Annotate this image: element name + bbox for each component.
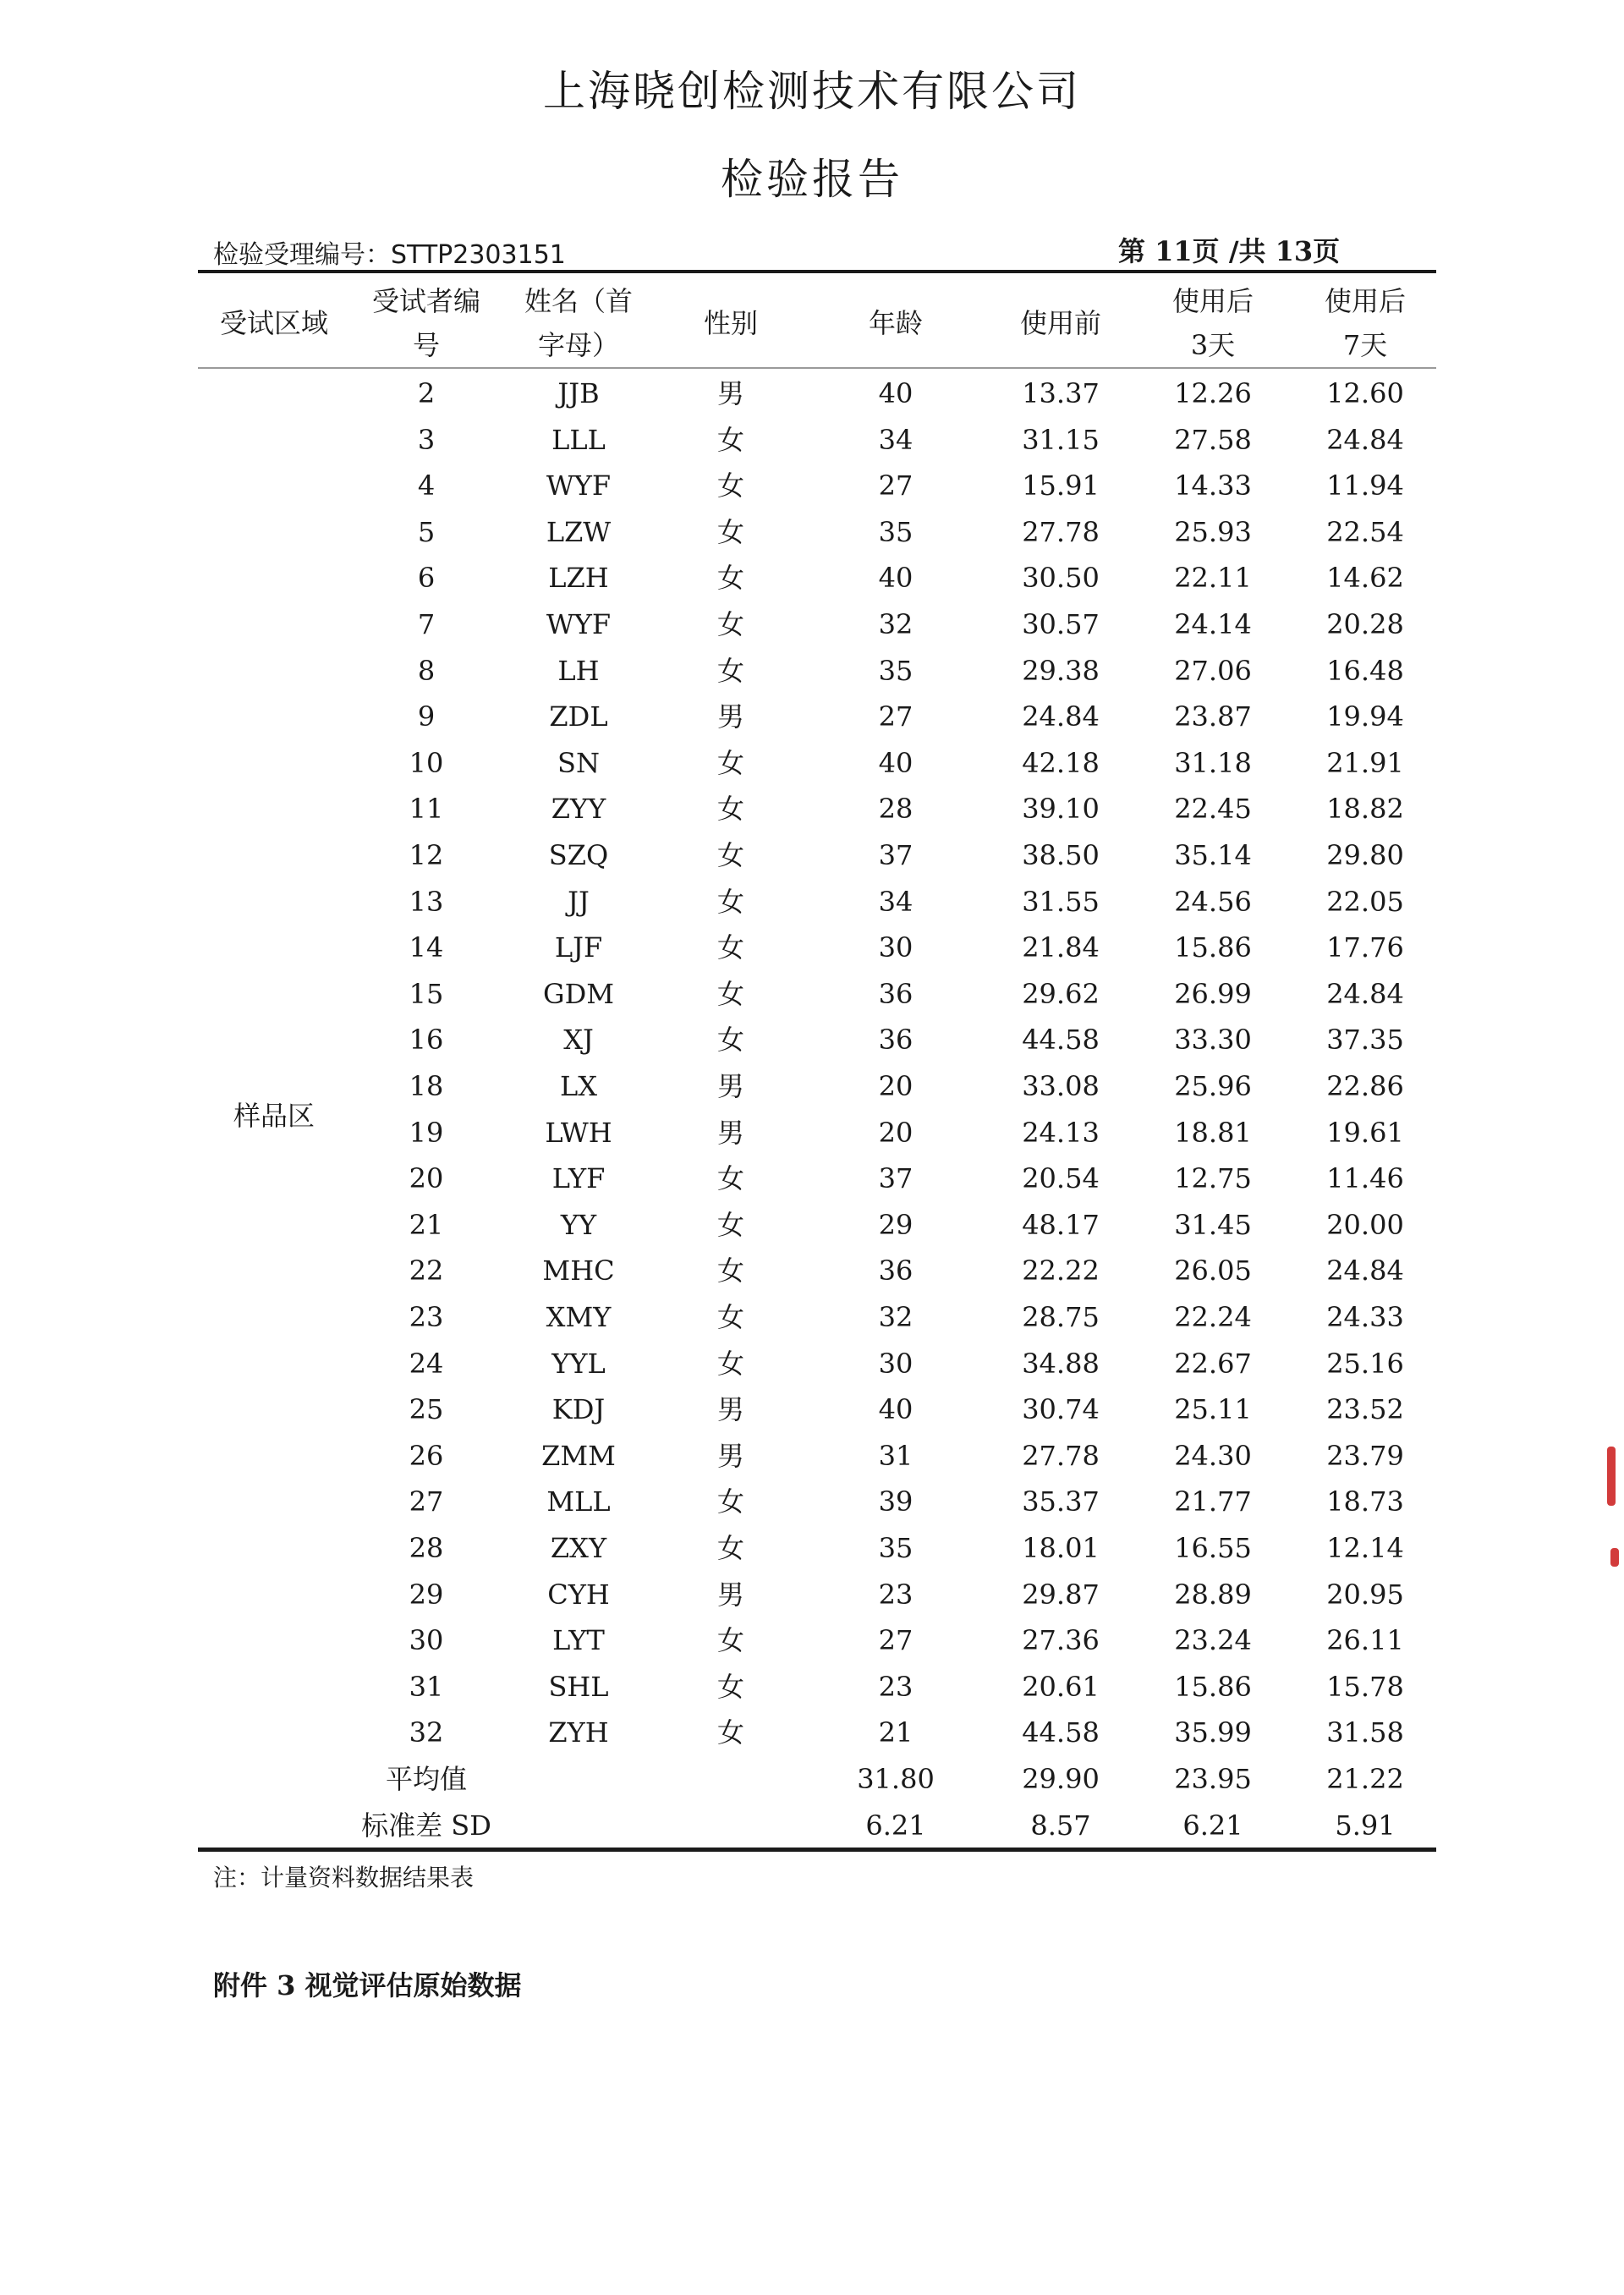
- table-cell-name: XMY: [546, 1301, 612, 1333]
- table-cell-before: 13.37: [1022, 377, 1100, 409]
- table-cell-sex: 女: [716, 1485, 744, 1518]
- table-cell-age: 27: [878, 700, 914, 733]
- summary-value: 6.21: [1182, 1809, 1243, 1842]
- table-cell-id: 31: [409, 1670, 444, 1703]
- table-cell-age: 23: [878, 1670, 914, 1703]
- table-cell-day7: 18.73: [1326, 1485, 1404, 1518]
- summary-value: 31.80: [857, 1763, 935, 1795]
- table-cell-day3: 35.14: [1174, 839, 1252, 871]
- table-cell-id: 10: [409, 746, 444, 779]
- table-cell-sex: 女: [716, 885, 744, 918]
- table-cell-name: KDJ: [551, 1393, 606, 1426]
- table-cell-id: 12: [409, 839, 444, 871]
- table-cell-name: LWH: [545, 1116, 612, 1149]
- table-cell-day3: 27.06: [1174, 654, 1252, 687]
- table-top-rule: [198, 270, 1436, 273]
- table-cell-day7: 11.46: [1326, 1162, 1404, 1195]
- table-cell-sex: 女: [716, 608, 744, 640]
- table-cell-sex: 女: [716, 977, 744, 1010]
- table-cell-day7: 18.82: [1326, 793, 1404, 826]
- table-cell-before: 44.58: [1022, 1024, 1100, 1057]
- table-cell-age: 32: [878, 608, 914, 640]
- table-cell-day3: 31.18: [1174, 746, 1252, 779]
- table-cell-id: 4: [417, 469, 436, 502]
- table-cell-before: 29.38: [1022, 654, 1100, 687]
- table-cell-day3: 12.26: [1174, 377, 1252, 409]
- table-cell-before: 30.57: [1022, 608, 1100, 640]
- table-cell-before: 38.50: [1022, 839, 1100, 871]
- table-cell-age: 30: [878, 931, 914, 964]
- table-cell-day3: 28.89: [1174, 1578, 1252, 1611]
- column-header-before: [985, 301, 1137, 345]
- table-cell-id: 22: [409, 1255, 444, 1288]
- table-cell-before: 27.78: [1022, 1439, 1100, 1472]
- table-cell-day3: 25.96: [1174, 1070, 1252, 1102]
- table-cell-day3: 24.56: [1174, 885, 1252, 918]
- table-cell-id: 14: [409, 931, 444, 964]
- table-cell-id: 30: [409, 1624, 444, 1657]
- table-cell-before: 27.36: [1022, 1624, 1100, 1657]
- table-cell-name: LZH: [548, 562, 609, 595]
- table-cell-day3: 18.81: [1174, 1116, 1252, 1149]
- column-header-line: 姓名（首: [524, 285, 633, 317]
- table-cell-day7: 21.91: [1326, 746, 1404, 779]
- table-cell-age: 40: [878, 562, 914, 595]
- page-indicator: 第 11页 /共 13页: [1118, 235, 1341, 267]
- table-cell-age: 20: [878, 1116, 914, 1149]
- table-cell-name: JJB: [557, 377, 600, 409]
- table-cell-day7: 19.94: [1326, 700, 1404, 733]
- table-cell-name: ZMM: [541, 1439, 616, 1472]
- table-cell-day3: 12.75: [1174, 1162, 1252, 1195]
- table-cell-sex: 男: [716, 1439, 744, 1472]
- table-cell-before: 48.17: [1022, 1208, 1100, 1241]
- table-cell-age: 40: [878, 746, 914, 779]
- table-cell-sex: 女: [716, 515, 744, 548]
- table-cell-name: ZXY: [550, 1532, 607, 1564]
- summary-value: 21.22: [1326, 1763, 1404, 1795]
- table-cell-name: LYT: [552, 1624, 605, 1657]
- table-cell-name: ZYH: [548, 1716, 609, 1749]
- table-cell-age: 34: [878, 885, 914, 918]
- column-header-line: 使用后: [1324, 285, 1406, 317]
- column-header-day7: [1289, 279, 1441, 367]
- table-cell-day3: 22.67: [1174, 1347, 1252, 1380]
- table-bottom-rule: [198, 1848, 1436, 1852]
- table-cell-sex: 女: [716, 1624, 744, 1657]
- table-cell-before: 31.15: [1022, 423, 1100, 456]
- table-cell-day7: 22.54: [1326, 515, 1404, 548]
- table-cell-day3: 22.45: [1174, 793, 1252, 826]
- table-cell-sex: 女: [716, 1024, 744, 1057]
- table-cell-day3: 25.11: [1174, 1393, 1252, 1426]
- column-header-line: 7天: [1342, 329, 1388, 361]
- table-cell-age: 21: [878, 1716, 914, 1749]
- table-cell-sex: 男: [716, 1393, 744, 1426]
- table-cell-age: 23: [878, 1578, 914, 1611]
- table-cell-sex: 女: [716, 746, 744, 779]
- table-cell-id: 3: [417, 423, 436, 456]
- table-cell-age: 34: [878, 423, 914, 456]
- column-header-line: 受试者编: [371, 285, 480, 317]
- table-cell-id: 27: [409, 1485, 444, 1518]
- table-cell-sex: 女: [716, 1301, 744, 1333]
- table-cell-name: YY: [560, 1208, 597, 1241]
- table-cell-before: 34.88: [1022, 1347, 1100, 1380]
- table-cell-day3: 21.77: [1174, 1485, 1252, 1518]
- table-cell-age: 40: [878, 1393, 914, 1426]
- column-header-line: 字母）: [537, 329, 619, 361]
- column-header-name: [502, 279, 655, 367]
- table-cell-id: 8: [417, 654, 436, 687]
- column-header-sex: [655, 301, 807, 345]
- summary-value: 29.90: [1022, 1763, 1100, 1795]
- table-cell-name: YYL: [551, 1347, 606, 1380]
- table-cell-age: 20: [878, 1070, 914, 1102]
- table-cell-day3: 35.99: [1174, 1716, 1252, 1749]
- table-cell-day7: 19.61: [1326, 1116, 1404, 1149]
- column-header-line: 受试区域: [219, 307, 328, 339]
- table-cell-day7: 22.86: [1326, 1070, 1404, 1102]
- table-cell-sex: 女: [716, 1208, 744, 1241]
- table-cell-day3: 23.87: [1174, 700, 1252, 733]
- summary-value: 5.91: [1335, 1809, 1396, 1842]
- table-cell-day7: 26.11: [1326, 1624, 1404, 1657]
- table-cell-day7: 24.33: [1326, 1301, 1404, 1333]
- table-cell-sex: 女: [716, 423, 744, 456]
- table-cell-name: WYF: [546, 608, 612, 640]
- table-cell-id: 24: [409, 1347, 444, 1380]
- table-cell-age: 27: [878, 469, 914, 502]
- appendix-title: 附件 3 视觉评估原始数据: [213, 1969, 522, 2001]
- table-cell-name: LZW: [546, 515, 612, 548]
- table-cell-day3: 14.33: [1174, 469, 1252, 502]
- column-header-age: [807, 301, 985, 345]
- table-cell-sex: 女: [716, 469, 744, 502]
- table-cell-before: 29.62: [1022, 977, 1100, 1010]
- table-cell-day3: 16.55: [1174, 1532, 1252, 1564]
- table-cell-day3: 15.86: [1174, 931, 1252, 964]
- table-cell-day7: 37.35: [1326, 1024, 1404, 1057]
- table-cell-id: 13: [409, 885, 444, 918]
- table-cell-sex: 女: [716, 654, 744, 687]
- table-cell-id: 32: [409, 1716, 444, 1749]
- table-cell-name: GDM: [543, 977, 614, 1010]
- column-header-line: 性别: [703, 307, 758, 339]
- table-cell-before: 30.74: [1022, 1393, 1100, 1426]
- table-cell-id: 21: [409, 1208, 444, 1241]
- table-cell-age: 35: [878, 1532, 914, 1564]
- table-cell-day7: 24.84: [1326, 423, 1404, 456]
- table-cell-id: 23: [409, 1301, 444, 1333]
- table-cell-before: 24.13: [1022, 1116, 1100, 1149]
- table-cell-before: 33.08: [1022, 1070, 1100, 1102]
- table-cell-age: 39: [878, 1485, 914, 1518]
- table-cell-id: 11: [409, 793, 444, 826]
- table-cell-day3: 24.14: [1174, 608, 1252, 640]
- table-header-rule: [198, 367, 1436, 369]
- table-cell-age: 36: [878, 977, 914, 1010]
- table-cell-name: CYH: [547, 1578, 610, 1611]
- table-cell-age: 30: [878, 1347, 914, 1380]
- table-cell-id: 15: [409, 977, 444, 1010]
- table-cell-day3: 23.24: [1174, 1624, 1252, 1657]
- table-cell-day7: 17.76: [1326, 931, 1404, 964]
- table-cell-id: 5: [417, 515, 436, 548]
- table-cell-name: WYF: [546, 469, 612, 502]
- table-cell-sex: 女: [716, 1532, 744, 1564]
- table-cell-name: ZDL: [549, 700, 608, 733]
- table-cell-sex: 男: [716, 377, 744, 409]
- table-cell-day7: 16.48: [1326, 654, 1404, 687]
- report-title: 检验报告: [721, 155, 903, 204]
- table-cell-day7: 25.16: [1326, 1347, 1404, 1380]
- table-cell-name: JJ: [568, 885, 590, 918]
- table-cell-day7: 20.95: [1326, 1578, 1404, 1611]
- table-cell-sex: 女: [716, 793, 744, 826]
- table-cell-sex: 女: [716, 562, 744, 595]
- table-cell-before: 39.10: [1022, 793, 1100, 826]
- table-cell-name: LLL: [551, 423, 606, 456]
- table-cell-sex: 女: [716, 931, 744, 964]
- table-cell-before: 27.78: [1022, 515, 1100, 548]
- table-cell-before: 24.84: [1022, 700, 1100, 733]
- table-cell-name: MLL: [546, 1485, 611, 1518]
- company-name: 上海晓创检测技术有限公司: [543, 67, 1081, 116]
- table-cell-day3: 22.24: [1174, 1301, 1252, 1333]
- table-cell-name: LYF: [551, 1162, 606, 1195]
- table-cell-age: 37: [878, 1162, 914, 1195]
- table-cell-name: LH: [557, 654, 600, 687]
- table-cell-day7: 23.79: [1326, 1439, 1404, 1472]
- table-cell-sex: 女: [716, 1162, 744, 1195]
- table-cell-before: 31.55: [1022, 885, 1100, 918]
- column-header-line: 号: [412, 329, 440, 361]
- table-cell-id: 7: [417, 608, 436, 640]
- summary-value: 23.95: [1174, 1763, 1252, 1795]
- table-cell-name: LJF: [554, 931, 603, 964]
- table-cell-day7: 23.52: [1326, 1393, 1404, 1426]
- summary-value: 6.21: [865, 1809, 926, 1842]
- summary-label: 平均值: [385, 1763, 467, 1795]
- table-cell-day3: 26.99: [1174, 977, 1252, 1010]
- column-header-day3: [1137, 279, 1289, 367]
- table-cell-day3: 24.30: [1174, 1439, 1252, 1472]
- table-cell-age: 37: [878, 839, 914, 871]
- table-cell-age: 29: [878, 1208, 914, 1241]
- table-cell-name: XJ: [563, 1024, 594, 1057]
- table-cell-before: 18.01: [1022, 1532, 1100, 1564]
- table-cell-id: 6: [417, 562, 436, 595]
- table-cell-name: ZYY: [551, 793, 606, 826]
- table-cell-id: 19: [409, 1116, 444, 1149]
- table-cell-id: 25: [409, 1393, 444, 1426]
- table-cell-sex: 男: [716, 700, 744, 733]
- table-cell-before: 42.18: [1022, 746, 1100, 779]
- table-cell-name: SN: [557, 746, 600, 779]
- table-cell-before: 44.58: [1022, 1716, 1100, 1749]
- table-cell-day3: 27.58: [1174, 423, 1252, 456]
- table-cell-age: 40: [878, 377, 914, 409]
- table-cell-day3: 15.86: [1174, 1670, 1252, 1703]
- table-cell-before: 20.54: [1022, 1162, 1100, 1195]
- table-cell-age: 36: [878, 1024, 914, 1057]
- table-cell-age: 35: [878, 515, 914, 548]
- table-cell-day7: 15.78: [1326, 1670, 1404, 1703]
- table-cell-day7: 11.94: [1326, 469, 1404, 502]
- table-cell-sex: 男: [716, 1070, 744, 1102]
- table-cell-day3: 22.11: [1174, 562, 1252, 595]
- table-cell-before: 20.61: [1022, 1670, 1100, 1703]
- table-cell-day7: 24.84: [1326, 1255, 1404, 1288]
- table-cell-day3: 33.30: [1174, 1024, 1252, 1057]
- table-cell-sex: 女: [716, 1347, 744, 1380]
- column-header-line: 3天: [1190, 329, 1236, 361]
- table-cell-id: 29: [409, 1578, 444, 1611]
- table-cell-age: 32: [878, 1301, 914, 1333]
- table-cell-sex: 女: [716, 839, 744, 871]
- column-header-line: 年龄: [868, 307, 923, 339]
- table-cell-before: 22.22: [1022, 1255, 1100, 1288]
- table-cell-day3: 25.93: [1174, 515, 1252, 548]
- table-cell-day7: 20.00: [1326, 1208, 1404, 1241]
- accept-number: 检验受理编号：STTP2303151: [213, 240, 566, 270]
- column-header-line: 使用前: [1019, 307, 1101, 339]
- table-cell-age: 35: [878, 654, 914, 687]
- table-cell-name: SZQ: [548, 839, 609, 871]
- table-cell-id: 18: [409, 1070, 444, 1102]
- table-cell-name: MHC: [542, 1255, 615, 1288]
- table-cell-name: LX: [559, 1070, 598, 1102]
- table-cell-before: 21.84: [1022, 931, 1100, 964]
- table-cell-age: 27: [878, 1624, 914, 1657]
- table-cell-day7: 12.60: [1326, 377, 1404, 409]
- table-cell-day7: 29.80: [1326, 839, 1404, 871]
- table-cell-day3: 31.45: [1174, 1208, 1252, 1241]
- table-cell-before: 35.37: [1022, 1485, 1100, 1518]
- column-header-region: [198, 301, 350, 345]
- table-cell-id: 20: [409, 1162, 444, 1195]
- table-cell-age: 28: [878, 793, 914, 826]
- table-cell-name: SHL: [548, 1670, 609, 1703]
- table-cell-age: 31: [878, 1439, 914, 1472]
- table-cell-day7: 12.14: [1326, 1532, 1404, 1564]
- table-cell-id: 16: [409, 1024, 444, 1057]
- summary-label: 标准差 SD: [361, 1809, 491, 1842]
- column-header-line: 使用后: [1171, 285, 1254, 317]
- seal-edge-mark: [1607, 1447, 1616, 1506]
- summary-value: 8.57: [1030, 1809, 1091, 1842]
- region-label: 样品区: [233, 1100, 315, 1132]
- table-cell-before: 15.91: [1022, 469, 1100, 502]
- table-cell-sex: 女: [716, 1670, 744, 1703]
- table-cell-id: 26: [409, 1439, 444, 1472]
- table-cell-day7: 14.62: [1326, 562, 1404, 595]
- column-header-id: [350, 279, 502, 367]
- table-cell-id: 9: [417, 700, 436, 733]
- seal-edge-mark: [1610, 1548, 1619, 1567]
- table-cell-sex: 女: [716, 1716, 744, 1749]
- table-cell-sex: 女: [716, 1255, 744, 1288]
- table-cell-id: 2: [417, 377, 436, 409]
- table-cell-day7: 20.28: [1326, 608, 1404, 640]
- footnote: 注：计量资料数据结果表: [213, 1864, 475, 1891]
- table-cell-day3: 26.05: [1174, 1255, 1252, 1288]
- table-cell-day7: 22.05: [1326, 885, 1404, 918]
- table-cell-sex: 男: [716, 1578, 744, 1611]
- table-cell-before: 28.75: [1022, 1301, 1100, 1333]
- table-cell-before: 29.87: [1022, 1578, 1100, 1611]
- table-cell-sex: 男: [716, 1116, 744, 1149]
- table-cell-day7: 31.58: [1326, 1716, 1404, 1749]
- table-cell-id: 28: [409, 1532, 444, 1564]
- table-cell-before: 30.50: [1022, 562, 1100, 595]
- table-cell-age: 36: [878, 1255, 914, 1288]
- table-cell-day7: 24.84: [1326, 977, 1404, 1010]
